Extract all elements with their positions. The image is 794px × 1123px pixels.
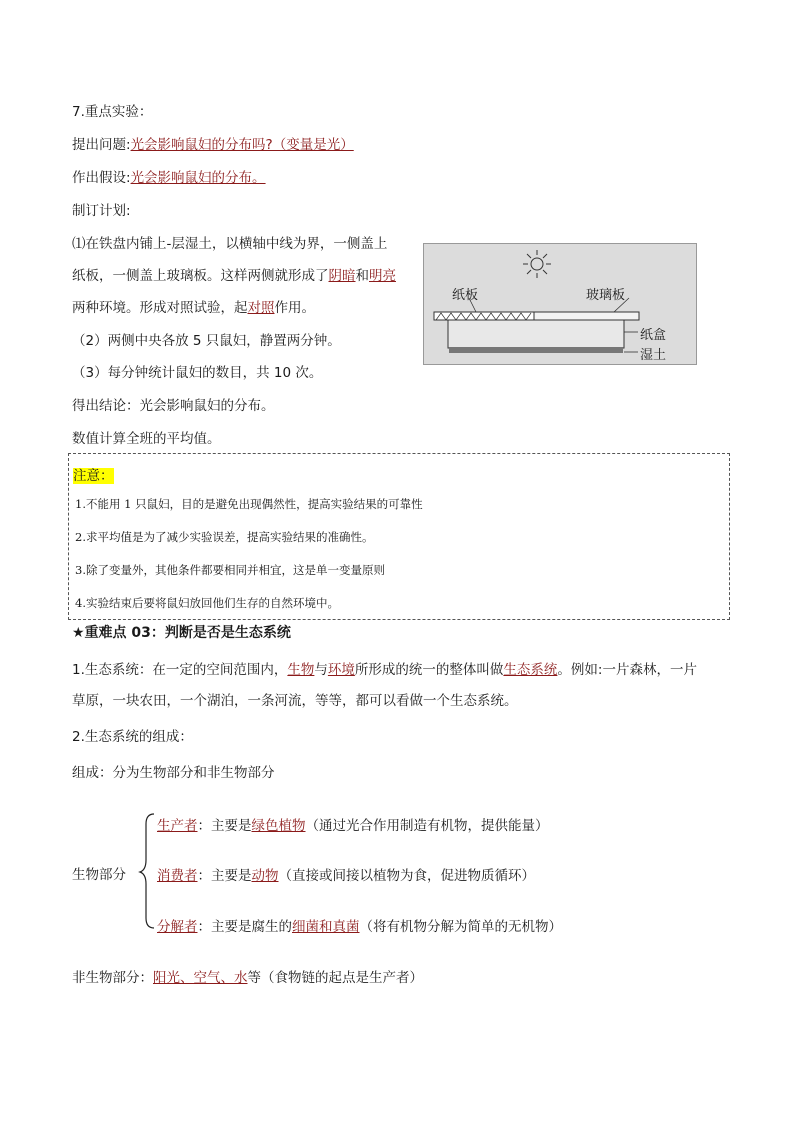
step2-line: （2）两侧中央各放 5 只鼠妇，静置两分钟。 (72, 333, 341, 349)
consumer-term: 消费者 (157, 868, 198, 884)
note-item: 4.实验结束后要将鼠妇放回他们生存的自然环境中。 (75, 596, 339, 610)
step1-line-c (72, 298, 315, 318)
note-item: 3.除了变量外，其他条件都要相同并相宜，这是单一变量原则 (75, 563, 385, 577)
organism-term: 生物 (287, 662, 315, 678)
section-heading: ★重难点 03：判断是否是生态系统 (72, 625, 291, 641)
hypothesis-text: 光会影响鼠妇的分布。 (130, 170, 266, 186)
experiment-title: 7.重点实验： (72, 104, 153, 120)
abiotic-line: 非生物部分：阳光、空气、水等（食物链的起点是生产者） (72, 970, 423, 986)
sun-icon (523, 250, 551, 278)
producer-line: 生产者：主要是绿色植物（通过光合作用制造有机物，提供能量） (157, 818, 549, 834)
note-item: 2.求平均值是为了减少实验误差，提高实验结果的准确性。 (75, 530, 374, 544)
experiment-figure (423, 243, 697, 365)
ecosystem-term: 生态系统 (503, 662, 558, 678)
note-item: 1.不能用 1 只鼠妇，目的是避免出现偶然性，提高实验结果的可靠性 (75, 497, 423, 511)
bright-term: 明亮 (369, 268, 396, 284)
dark-term: 阴暗 (328, 268, 356, 284)
box-rect (448, 320, 624, 348)
control-term: 对照 (247, 300, 275, 316)
average-line: 数值计算全班的平均值。 (72, 431, 221, 447)
question-label: 提出问题: (72, 137, 131, 153)
note-title: 注意： (73, 468, 114, 484)
step1-line-b (72, 266, 396, 286)
hypothesis-line (72, 168, 266, 188)
glass-rect (534, 312, 639, 320)
note-box (68, 453, 730, 620)
figure-label-box: 纸盒 (640, 328, 667, 343)
decomposer-value: 细菌和真菌 (292, 919, 360, 935)
hypothesis-label: 作出假设: (72, 170, 131, 186)
ecosystem-def-line-1: 1.生态系统：在一定的空间范围内，生物与环境所形成的统一的整体叫做生态系统。例如:一片森林，一片 (72, 662, 697, 678)
plan-label: 制订计划: (72, 203, 131, 219)
producer-value: 绿色植物 (251, 818, 306, 834)
soil-rect (449, 347, 623, 353)
producer-term: 生产者 (157, 818, 198, 834)
step1-c-post: 作用。 (274, 300, 315, 316)
ecosystem-def-line-2: 草原，一块农田，一个湖泊，一条河流，等等，都可以看做一个生态系统。 (72, 693, 518, 709)
question-line (72, 135, 354, 155)
abiotic-value: 阳光、空气、水 (153, 970, 248, 986)
figure-label-cardboard: 纸板 (452, 288, 479, 303)
figure-label-soil: 湿土 (640, 348, 667, 363)
step1-line-a: ⑴在铁盘内铺上-层湿土，以横轴中线为界，一侧盖上 (72, 236, 388, 252)
brace-icon (138, 810, 158, 930)
environment-term: 环境 (327, 662, 355, 678)
biotic-label: 生物部分 (72, 867, 126, 883)
conclusion-line: 得出结论：光会影响鼠妇的分布。 (72, 398, 275, 414)
decomposer-term: 分解者 (157, 919, 198, 935)
and-word: 和 (355, 268, 369, 284)
composition-desc: 组成：分为生物部分和非生物部分 (72, 765, 275, 781)
composition-title: 2.生态系统的组成： (72, 729, 193, 745)
question-text: 光会影响鼠妇的分布吗?（变量是光） (130, 137, 354, 153)
abiotic-label: 非生物部分： (72, 970, 153, 986)
decomposer-line: 分解者：主要是腐生的细菌和真菌（将有机物分解为简单的无机物） (157, 919, 562, 935)
consumer-line: 消费者：主要是动物（直接或间接以植物为食，促进物质循环） (157, 868, 535, 884)
step1-c-pre: 两种环境。形成对照试验，起 (72, 300, 248, 316)
figure-label-glass: 玻璃板 (586, 288, 626, 303)
consumer-value: 动物 (251, 868, 279, 884)
step1-b-pre: 纸板，一侧盖上玻璃板。这样两侧就形成了 (72, 268, 329, 284)
step3-line: （3）每分钟统计鼠妇的数目，共 10 次。 (72, 365, 323, 381)
